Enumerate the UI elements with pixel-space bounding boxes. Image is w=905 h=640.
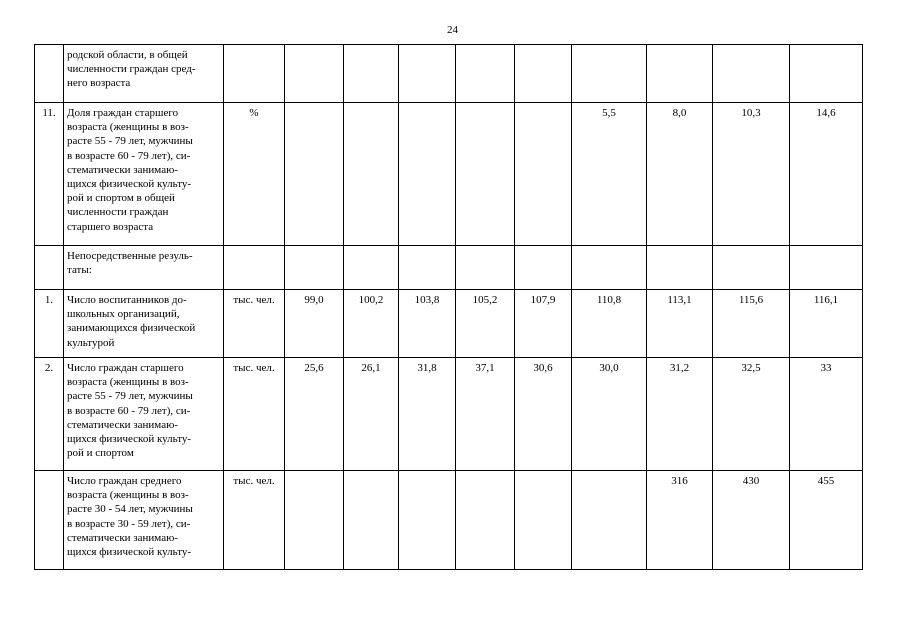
value-cell bbox=[399, 471, 456, 570]
value-cell bbox=[572, 471, 647, 570]
value-cell bbox=[713, 45, 790, 103]
indicator-name-text: Непосредственные резуль- таты: bbox=[67, 250, 193, 277]
unit-cell: % bbox=[224, 103, 285, 246]
table-row bbox=[35, 103, 863, 246]
value-cell: 25,6 bbox=[285, 358, 344, 471]
indicator-name-text: Доля граждан старшего возраста (женщины в воз- расте 55 - 79 лет, мужчины в возрасте 60 - 79 лет), си- стематически занимаю- щихся физической культу- рой и спортом в общей численности граждан старшего возраста bbox=[67, 107, 193, 233]
value-cell: 110,8 bbox=[572, 290, 647, 358]
value-cell: 99,0 bbox=[285, 290, 344, 358]
value-cell: 100,2 bbox=[344, 290, 399, 358]
value-cell bbox=[285, 45, 344, 103]
unit-cell: тыс. чел. bbox=[224, 290, 285, 358]
value-cell: 31,8 bbox=[399, 358, 456, 471]
value-cell bbox=[790, 246, 863, 290]
value-cell bbox=[647, 45, 713, 103]
page-number: 24 bbox=[447, 24, 458, 36]
value-cell: 115,6 bbox=[713, 290, 790, 358]
value-cell: 8,0 bbox=[647, 103, 713, 246]
value-cell bbox=[344, 103, 399, 246]
unit-cell: тыс. чел. bbox=[224, 471, 285, 570]
value-cell bbox=[344, 246, 399, 290]
value-cell: 10,3 bbox=[713, 103, 790, 246]
value-cell bbox=[515, 246, 572, 290]
value-cell bbox=[515, 103, 572, 246]
table-row bbox=[35, 290, 863, 358]
row-number bbox=[35, 471, 64, 570]
value-cell: 5,5 bbox=[572, 103, 647, 246]
value-cell: 116,1 bbox=[790, 290, 863, 358]
indicator-name-text: Число граждан среднего возраста (женщины в воз- расте 30 - 54 лет, мужчины в возрасте 30 - 59 лет), си- стематически занимаю- щихся физической культу- bbox=[67, 475, 193, 559]
indicator-name-text: Число граждан старшего возраста (женщины в воз- расте 55 - 79 лет, мужчины в возрасте 60 - 79 лет), си- стематически занимаю- щихся физической культу- рой и спортом bbox=[67, 362, 193, 460]
value-cell bbox=[285, 103, 344, 246]
value-cell bbox=[572, 45, 647, 103]
value-cell bbox=[285, 246, 344, 290]
indicator-name bbox=[64, 103, 224, 246]
table-row bbox=[35, 358, 863, 471]
value-cell bbox=[344, 45, 399, 103]
indicator-name bbox=[64, 246, 224, 290]
value-cell bbox=[456, 246, 515, 290]
value-cell bbox=[456, 103, 515, 246]
unit-cell bbox=[224, 246, 285, 290]
value-cell bbox=[572, 246, 647, 290]
value-cell bbox=[285, 471, 344, 570]
value-cell: 32,5 bbox=[713, 358, 790, 471]
value-cell: 103,8 bbox=[399, 290, 456, 358]
indicator-name bbox=[64, 45, 224, 103]
value-cell bbox=[647, 246, 713, 290]
row-number: 2. bbox=[35, 358, 64, 471]
indicator-name bbox=[64, 471, 224, 570]
value-cell: 113,1 bbox=[647, 290, 713, 358]
value-cell bbox=[456, 471, 515, 570]
value-cell: 30,0 bbox=[572, 358, 647, 471]
value-cell: 105,2 bbox=[456, 290, 515, 358]
unit-cell bbox=[224, 45, 285, 103]
table-row bbox=[35, 471, 863, 570]
table-body bbox=[35, 45, 863, 570]
table-row bbox=[35, 246, 863, 290]
row-number: 11. bbox=[35, 103, 64, 246]
value-cell: 26,1 bbox=[344, 358, 399, 471]
indicators-table bbox=[34, 44, 863, 570]
value-cell: 316 bbox=[647, 471, 713, 570]
value-cell bbox=[456, 45, 515, 103]
value-cell bbox=[515, 45, 572, 103]
indicator-name bbox=[64, 290, 224, 358]
value-cell bbox=[713, 246, 790, 290]
unit-cell: тыс. чел. bbox=[224, 358, 285, 471]
indicator-name-text: родской области, в общей численности граждан сред- него возраста bbox=[67, 49, 196, 90]
value-cell: 14,6 bbox=[790, 103, 863, 246]
row-number bbox=[35, 45, 64, 103]
value-cell: 37,1 bbox=[456, 358, 515, 471]
value-cell bbox=[399, 246, 456, 290]
value-cell: 30,6 bbox=[515, 358, 572, 471]
value-cell: 455 bbox=[790, 471, 863, 570]
value-cell bbox=[399, 45, 456, 103]
value-cell bbox=[344, 471, 399, 570]
value-cell bbox=[790, 45, 863, 103]
value-cell: 107,9 bbox=[515, 290, 572, 358]
value-cell: 33 bbox=[790, 358, 863, 471]
table-row bbox=[35, 45, 863, 103]
value-cell: 31,2 bbox=[647, 358, 713, 471]
value-cell: 430 bbox=[713, 471, 790, 570]
indicator-name bbox=[64, 358, 224, 471]
row-number bbox=[35, 246, 64, 290]
indicator-name-text: Число воспитанников до- школьных организаций, занимающихся физической культурой bbox=[67, 294, 196, 349]
row-number: 1. bbox=[35, 290, 64, 358]
value-cell bbox=[399, 103, 456, 246]
value-cell bbox=[515, 471, 572, 570]
